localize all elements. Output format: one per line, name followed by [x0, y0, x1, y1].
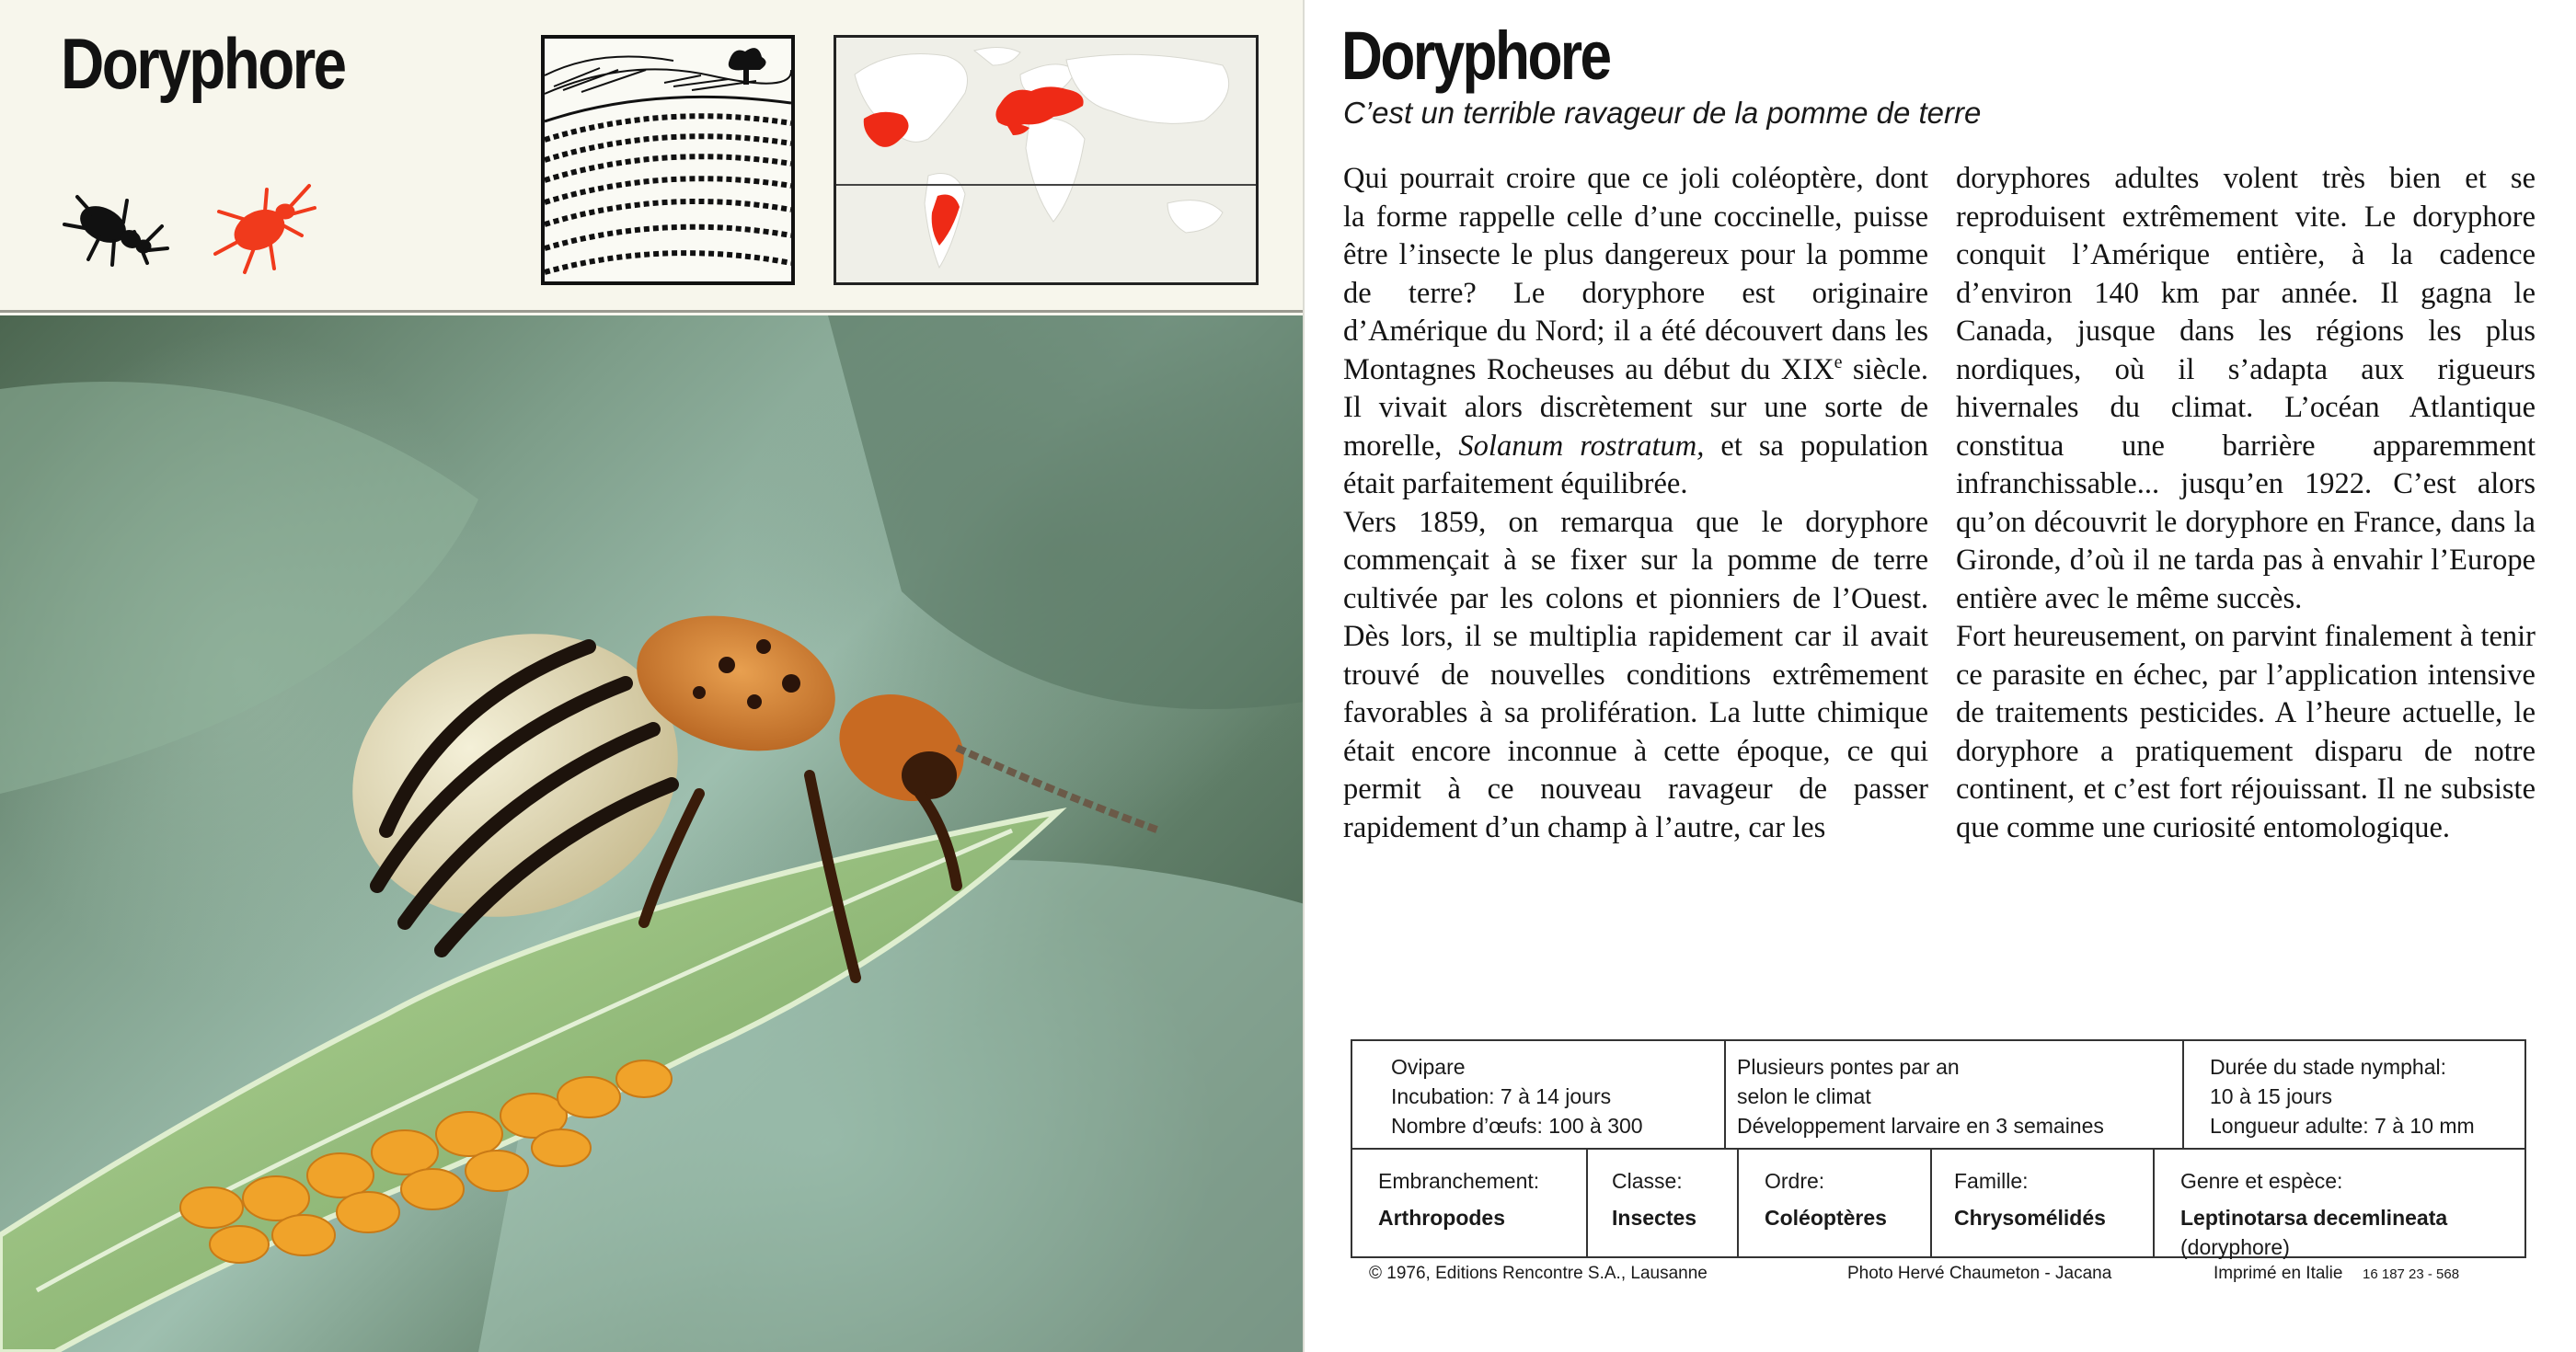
fact-line: Nombre d’œufs: 100 à 300	[1391, 1114, 1643, 1138]
taxonomy-label: Classe:	[1612, 1169, 1683, 1193]
fact-cell-reproduction	[1352, 1041, 1726, 1148]
fact-line: Durée du stade nymphal:	[2210, 1055, 2446, 1079]
common-name: (doryphore)	[2180, 1235, 2290, 1259]
subtitle: C’est un terrible ravageur de la pomme de terre	[1343, 96, 1982, 130]
fact-row-taxonomy	[1351, 1150, 2526, 1258]
taxonomy-value: Leptinotarsa decemlineata	[2180, 1206, 2448, 1230]
fact-line: 10 à 15 jours	[2210, 1084, 2332, 1108]
taxonomy-genre	[2155, 1150, 2524, 1259]
fact-table	[1351, 1039, 2526, 1258]
taxonomy-value: Chrysomélidés	[1954, 1206, 2106, 1230]
red-beetle-icon	[206, 169, 318, 280]
taxonomy-value: Coléoptères	[1765, 1206, 1887, 1230]
fact-line: Incubation: 7 à 14 jours	[1391, 1084, 1612, 1108]
paragraph: Vers 1859, on remarqua que le doryphore commençait à se fixer sur la pomme de terre cultivée par les colons et pionniers de l’Ouest. Dès lors, il se multiplia rapidement car il avait trouvé de nouvelles conditions extrêmement favorables à sa prolifération. La lutte chimique était encore inconnue à cette époque, ce qui permit à ce nouveau ravageur de passer rapidement d’un champ à l’autre, car les	[1343, 505, 1928, 844]
taxonomy-label: Famille:	[1954, 1169, 2029, 1193]
taxonomy-label: Embranchement:	[1378, 1169, 1540, 1193]
world-map-icon	[834, 35, 1259, 285]
print-info: Imprimé en Italie	[2214, 1264, 2343, 1283]
superscript: e	[1834, 351, 1843, 372]
text-column-1	[1343, 160, 1928, 847]
fact-line: Développement larvaire en 3 semaines	[1737, 1114, 2104, 1138]
photo-credit: Photo Hervé Chaumeton - Jacana	[1847, 1264, 2112, 1283]
taxonomy-embranchement	[1352, 1150, 1588, 1256]
fact-cell-development	[1726, 1041, 2184, 1148]
text-column-2	[1956, 160, 2536, 847]
taxonomy-label: Genre et espèce:	[2180, 1169, 2343, 1193]
paragraph: Fort heureusement, on parvint finalement à tenir ce parasite en échec, par l’application intensive de traitements pesticides. A l’heure actuelle, le doryphore a pratiquement disparu de notre continent, et c’est fort réjouissant. Il ne subsiste que comme une curiosité entomologique.	[1956, 620, 2536, 844]
fact-line: Plusieurs pontes par an	[1737, 1055, 1960, 1079]
fact-cell-nymph	[2184, 1041, 2524, 1148]
taxonomy-value: Arthropodes	[1378, 1206, 1505, 1230]
fact-line: Ovipare	[1391, 1055, 1466, 1079]
paragraph: doryphores adultes volent très bien et se reproduisent extrêmement vite. Le doryphore conquit l’Amérique entière, à la cadence d’environ 140 km par année. Il gagna le Canada, jusque dans les régions les plus nordiques, où il s’adapta aux rigueurs hivernales du climat. L’océan Atlantique constitua une barrière apparemment infranchissable... jusqu’en 1922. C’est alors qu’on découvrit le doryphore en France, dans la Gironde, d’où il ne tarda pas à envahir l’Europe entière avec le même succès.	[1956, 162, 2536, 615]
paragraph-text: Qui pourrait croire que ce joli coléoptère, dont la forme rappelle celle d’une coccinelle, puisse être l’insecte le plus dangereux pour la pomme de terre? Le doryphore est originaire d’Amérique du Nord; il a été découvert dans les Montagnes Rocheuses au début du XIX	[1343, 162, 1928, 386]
fact-line: Longueur adulte: 7 à 10 mm	[2210, 1114, 2475, 1138]
left-card-title: Doryphore	[61, 23, 345, 104]
left-header	[0, 0, 1305, 313]
fact-row-biology	[1351, 1039, 2526, 1150]
potato-field-icon	[541, 35, 795, 285]
paragraph	[1343, 160, 1928, 504]
black-beetle-icon	[57, 167, 173, 283]
paragraph-text: siècle. Il vivait alors discrètement sur une sorte de morelle,	[1343, 352, 1928, 463]
taxonomy-classe	[1588, 1150, 1739, 1256]
paragraph-text: et sa population était parfaitement équilibrée.	[1343, 429, 1928, 500]
fact-line: selon le climat	[1737, 1084, 1871, 1108]
taxonomy-ordre	[1739, 1150, 1932, 1256]
species-name: Solanum rostratum,	[1458, 429, 1705, 463]
right-card	[1305, 0, 2576, 1352]
taxonomy-value: Insectes	[1612, 1206, 1697, 1230]
right-card-title: Doryphore	[1341, 17, 1610, 94]
beetle-photo	[0, 315, 1305, 1352]
taxonomy-label: Ordre:	[1765, 1169, 1825, 1193]
card-code: 16 187 23 - 568	[2363, 1266, 2460, 1282]
taxonomy-famille	[1932, 1150, 2155, 1256]
copyright: © 1976, Editions Rencontre S.A., Lausanne	[1369, 1264, 1708, 1283]
